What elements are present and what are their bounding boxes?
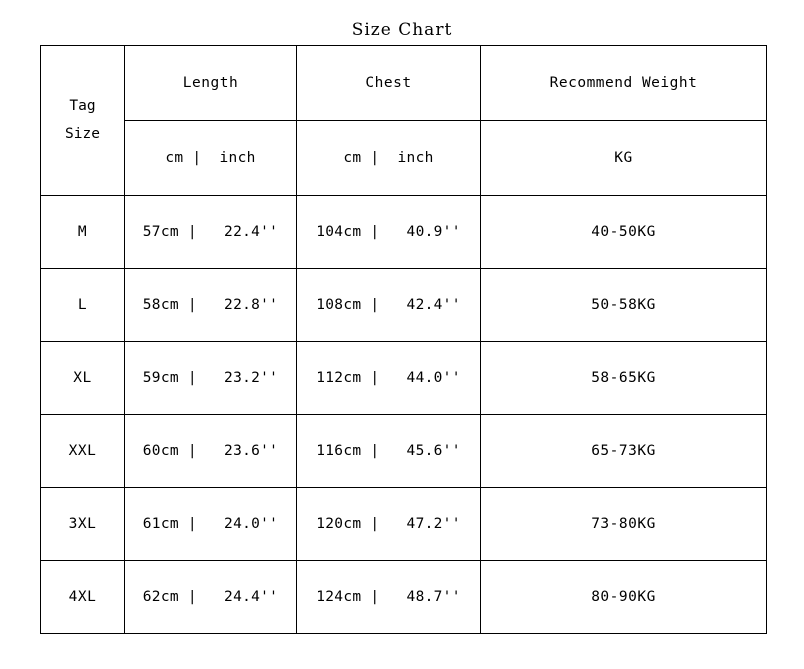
page-title: Size Chart (351, 20, 453, 40)
cell-size: XL (41, 342, 125, 415)
table-row (41, 196, 767, 269)
header-chest-unit: cm | inch (297, 121, 481, 196)
header-tag-line1: Tag (69, 97, 96, 114)
cell-length: 61cm | 24.0'' (125, 488, 297, 561)
cell-weight: 40-50KG (481, 196, 767, 269)
cell-chest: 120cm | 47.2'' (297, 488, 481, 561)
cell-weight: 58-65KG (481, 342, 767, 415)
cell-weight: 80-90KG (481, 561, 767, 634)
cell-chest: 124cm | 48.7'' (297, 561, 481, 634)
cell-weight: 73-80KG (481, 488, 767, 561)
cell-length: 60cm | 23.6'' (125, 415, 297, 488)
cell-length: 58cm | 22.8'' (125, 269, 297, 342)
cell-chest: 104cm | 40.9'' (297, 196, 481, 269)
cell-size: XXL (41, 415, 125, 488)
cell-size: 3XL (41, 488, 125, 561)
header-chest: Chest (297, 46, 481, 121)
cell-size: M (41, 196, 125, 269)
table-row (41, 488, 767, 561)
size-chart-table-wrapper (40, 45, 766, 634)
header-length: Length (125, 46, 297, 121)
cell-size: 4XL (41, 561, 125, 634)
header-tag-size (41, 46, 125, 196)
cell-chest: 108cm | 42.4'' (297, 269, 481, 342)
cell-length: 57cm | 22.4'' (125, 196, 297, 269)
cell-chest: 116cm | 45.6'' (297, 415, 481, 488)
table-row (41, 342, 767, 415)
table-header-row-groups (41, 46, 767, 121)
table-row (41, 415, 767, 488)
table-header-row-units (41, 121, 767, 196)
cell-weight: 65-73KG (481, 415, 767, 488)
header-tag-line2: Size (65, 125, 100, 142)
cell-weight: 50-58KG (481, 269, 767, 342)
table-row (41, 269, 767, 342)
table-row (41, 561, 767, 634)
cell-size: L (41, 269, 125, 342)
cell-chest: 112cm | 44.0'' (297, 342, 481, 415)
cell-length: 59cm | 23.2'' (125, 342, 297, 415)
header-recommend-weight: Recommend Weight (481, 46, 767, 121)
header-weight-unit: KG (481, 121, 767, 196)
header-length-unit: cm | inch (125, 121, 297, 196)
cell-length: 62cm | 24.4'' (125, 561, 297, 634)
size-chart-table (40, 45, 767, 634)
